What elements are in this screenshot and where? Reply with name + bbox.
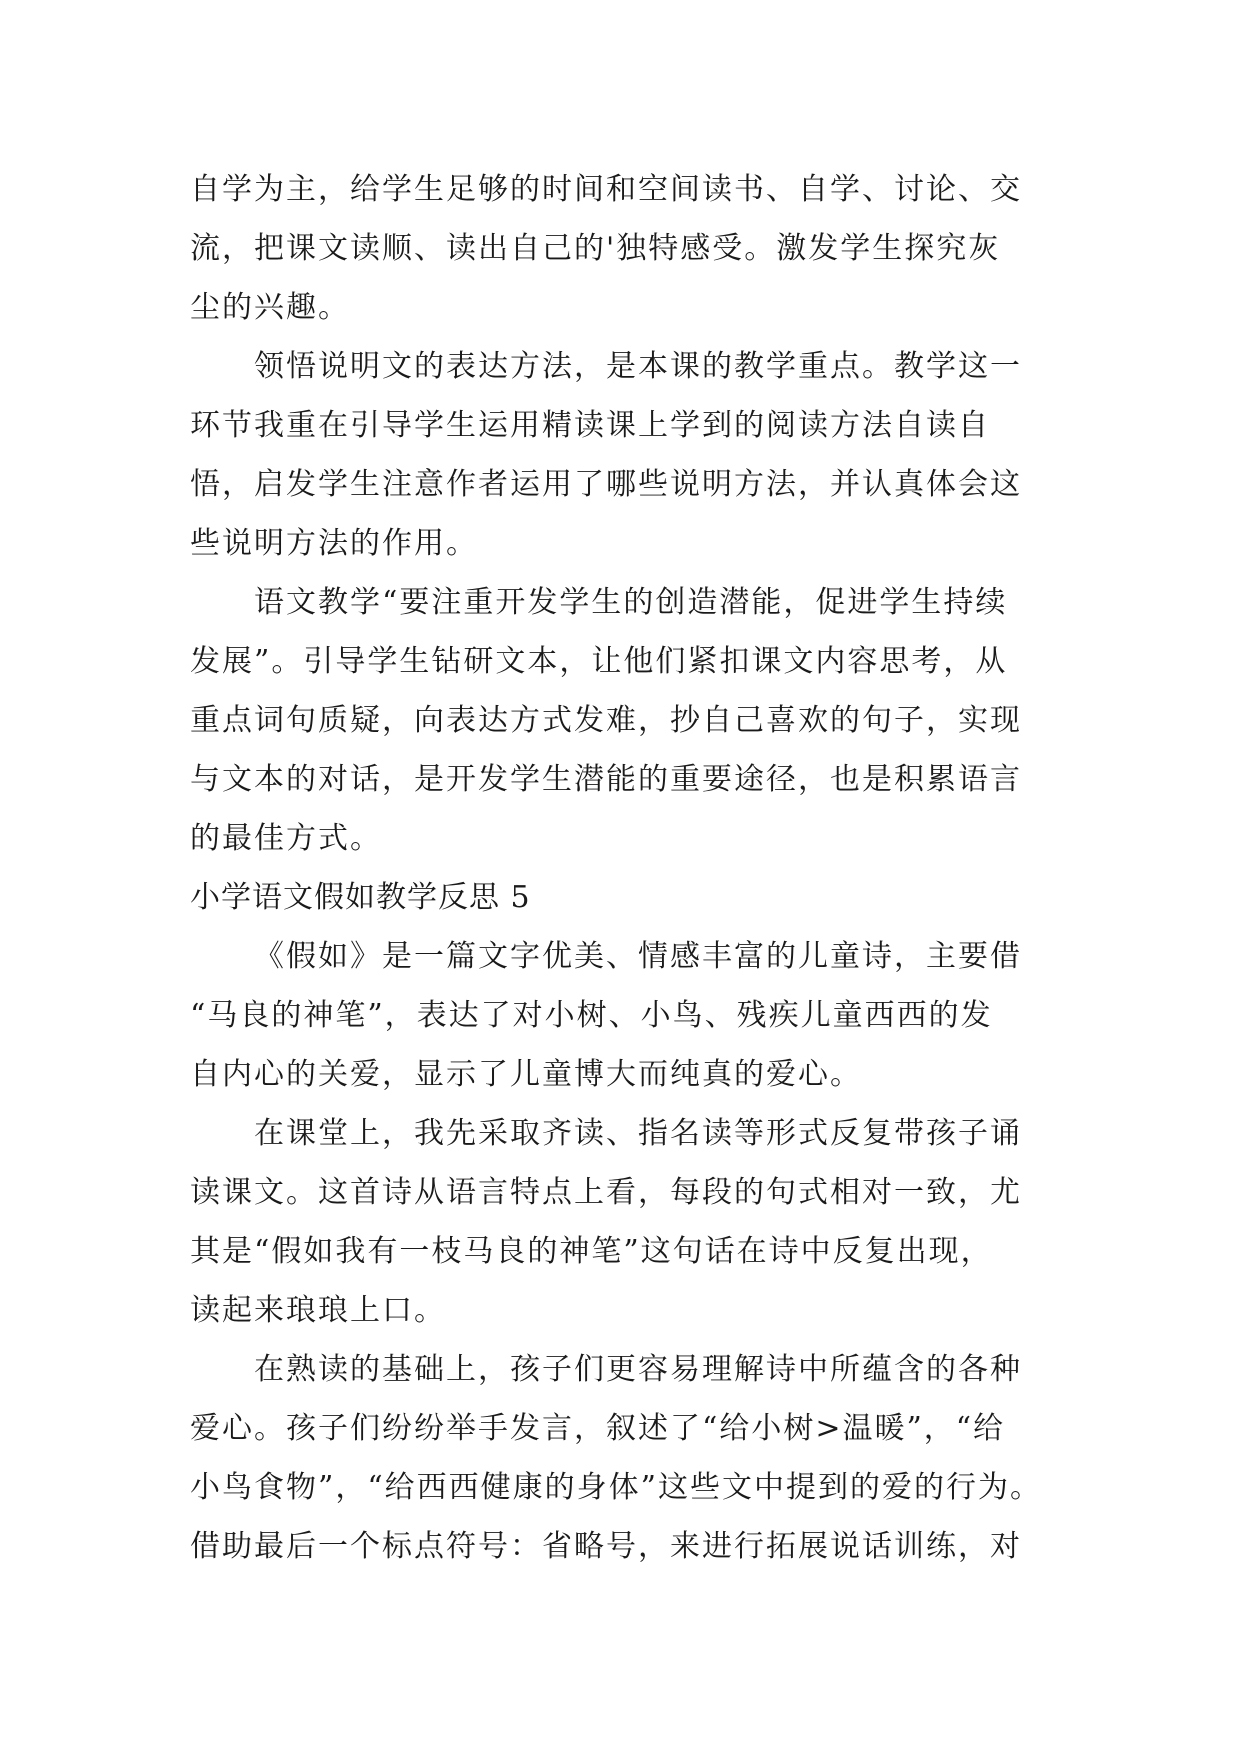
text-line: 环节我重在引导学生运用精读课上学到的阅读方法自读自 [190, 408, 990, 443]
document-body [190, 160, 1060, 1576]
text-line: 悟，启发学生注意作者运用了哪些说明方法，并认真体会这 [190, 467, 1022, 502]
paragraph-first-line: 领悟说明文的表达方法，是本课的教学重点。教学这一 [254, 349, 1022, 384]
text-line: 与文本的对话，是开发学生潜能的重要途径，也是积累语言 [190, 762, 1022, 797]
paragraph-first-line: 在课堂上，我先采取齐读、指名读等形式反复带孩子诵 [254, 1116, 1022, 1151]
text-line: “马良的神笔”，表达了对小树、小鸟、残疾儿童西西的发 [190, 998, 993, 1033]
text-line: 发展”。引导学生钻研文本，让他们紧扣课文内容思考，从 [190, 644, 1008, 679]
text-line: 爱心。孩子们纷纷举手发言，叙述了“给小树>温暖”，“给 [190, 1411, 1006, 1446]
text-line: 其是“假如我有一枝马良的神笔”这句话在诗中反复出现， [190, 1234, 993, 1269]
text-line: 重点词句质疑，向表达方式发难，抄自己喜欢的句子，实现 [190, 703, 1022, 738]
paragraph-first-line: 在熟读的基础上，孩子们更容易理解诗中所蕴含的各种 [254, 1352, 1022, 1387]
text-line: 读起来琅琅上口。 [190, 1293, 446, 1328]
text-line: 尘的兴趣。 [190, 290, 350, 325]
paragraph-first-line: 语文教学“要注重开发学生的创造潜能，促进学生持续 [254, 585, 1008, 620]
section-heading: 小学语文假如教学反思 5 [190, 880, 531, 915]
text-line: 些说明方法的作用。 [190, 526, 478, 561]
text-line: 自内心的关爱，显示了儿童博大而纯真的爱心。 [190, 1057, 862, 1092]
text-line: 借助最后一个标点符号：省略号，来进行拓展说话训练，对 [190, 1529, 1022, 1564]
paragraph-first-line: 《假如》是一篇文字优美、情感丰富的儿童诗，主要借 [254, 939, 1022, 974]
text-line: 的最佳方式。 [190, 821, 382, 856]
text-line: 流，把课文读顺、读出自己的'独特感受。激发学生探究灰 [190, 231, 1001, 266]
text-line: 读课文。这首诗从语言特点上看，每段的句式相对一致，尤 [190, 1175, 1022, 1210]
text-line: 小鸟食物”，“给西西健康的身体”这些文中提到的爱的行为。 [190, 1470, 1043, 1505]
text-line: 自学为主，给学生足够的时间和空间读书、自学、讨论、交 [190, 172, 1022, 207]
